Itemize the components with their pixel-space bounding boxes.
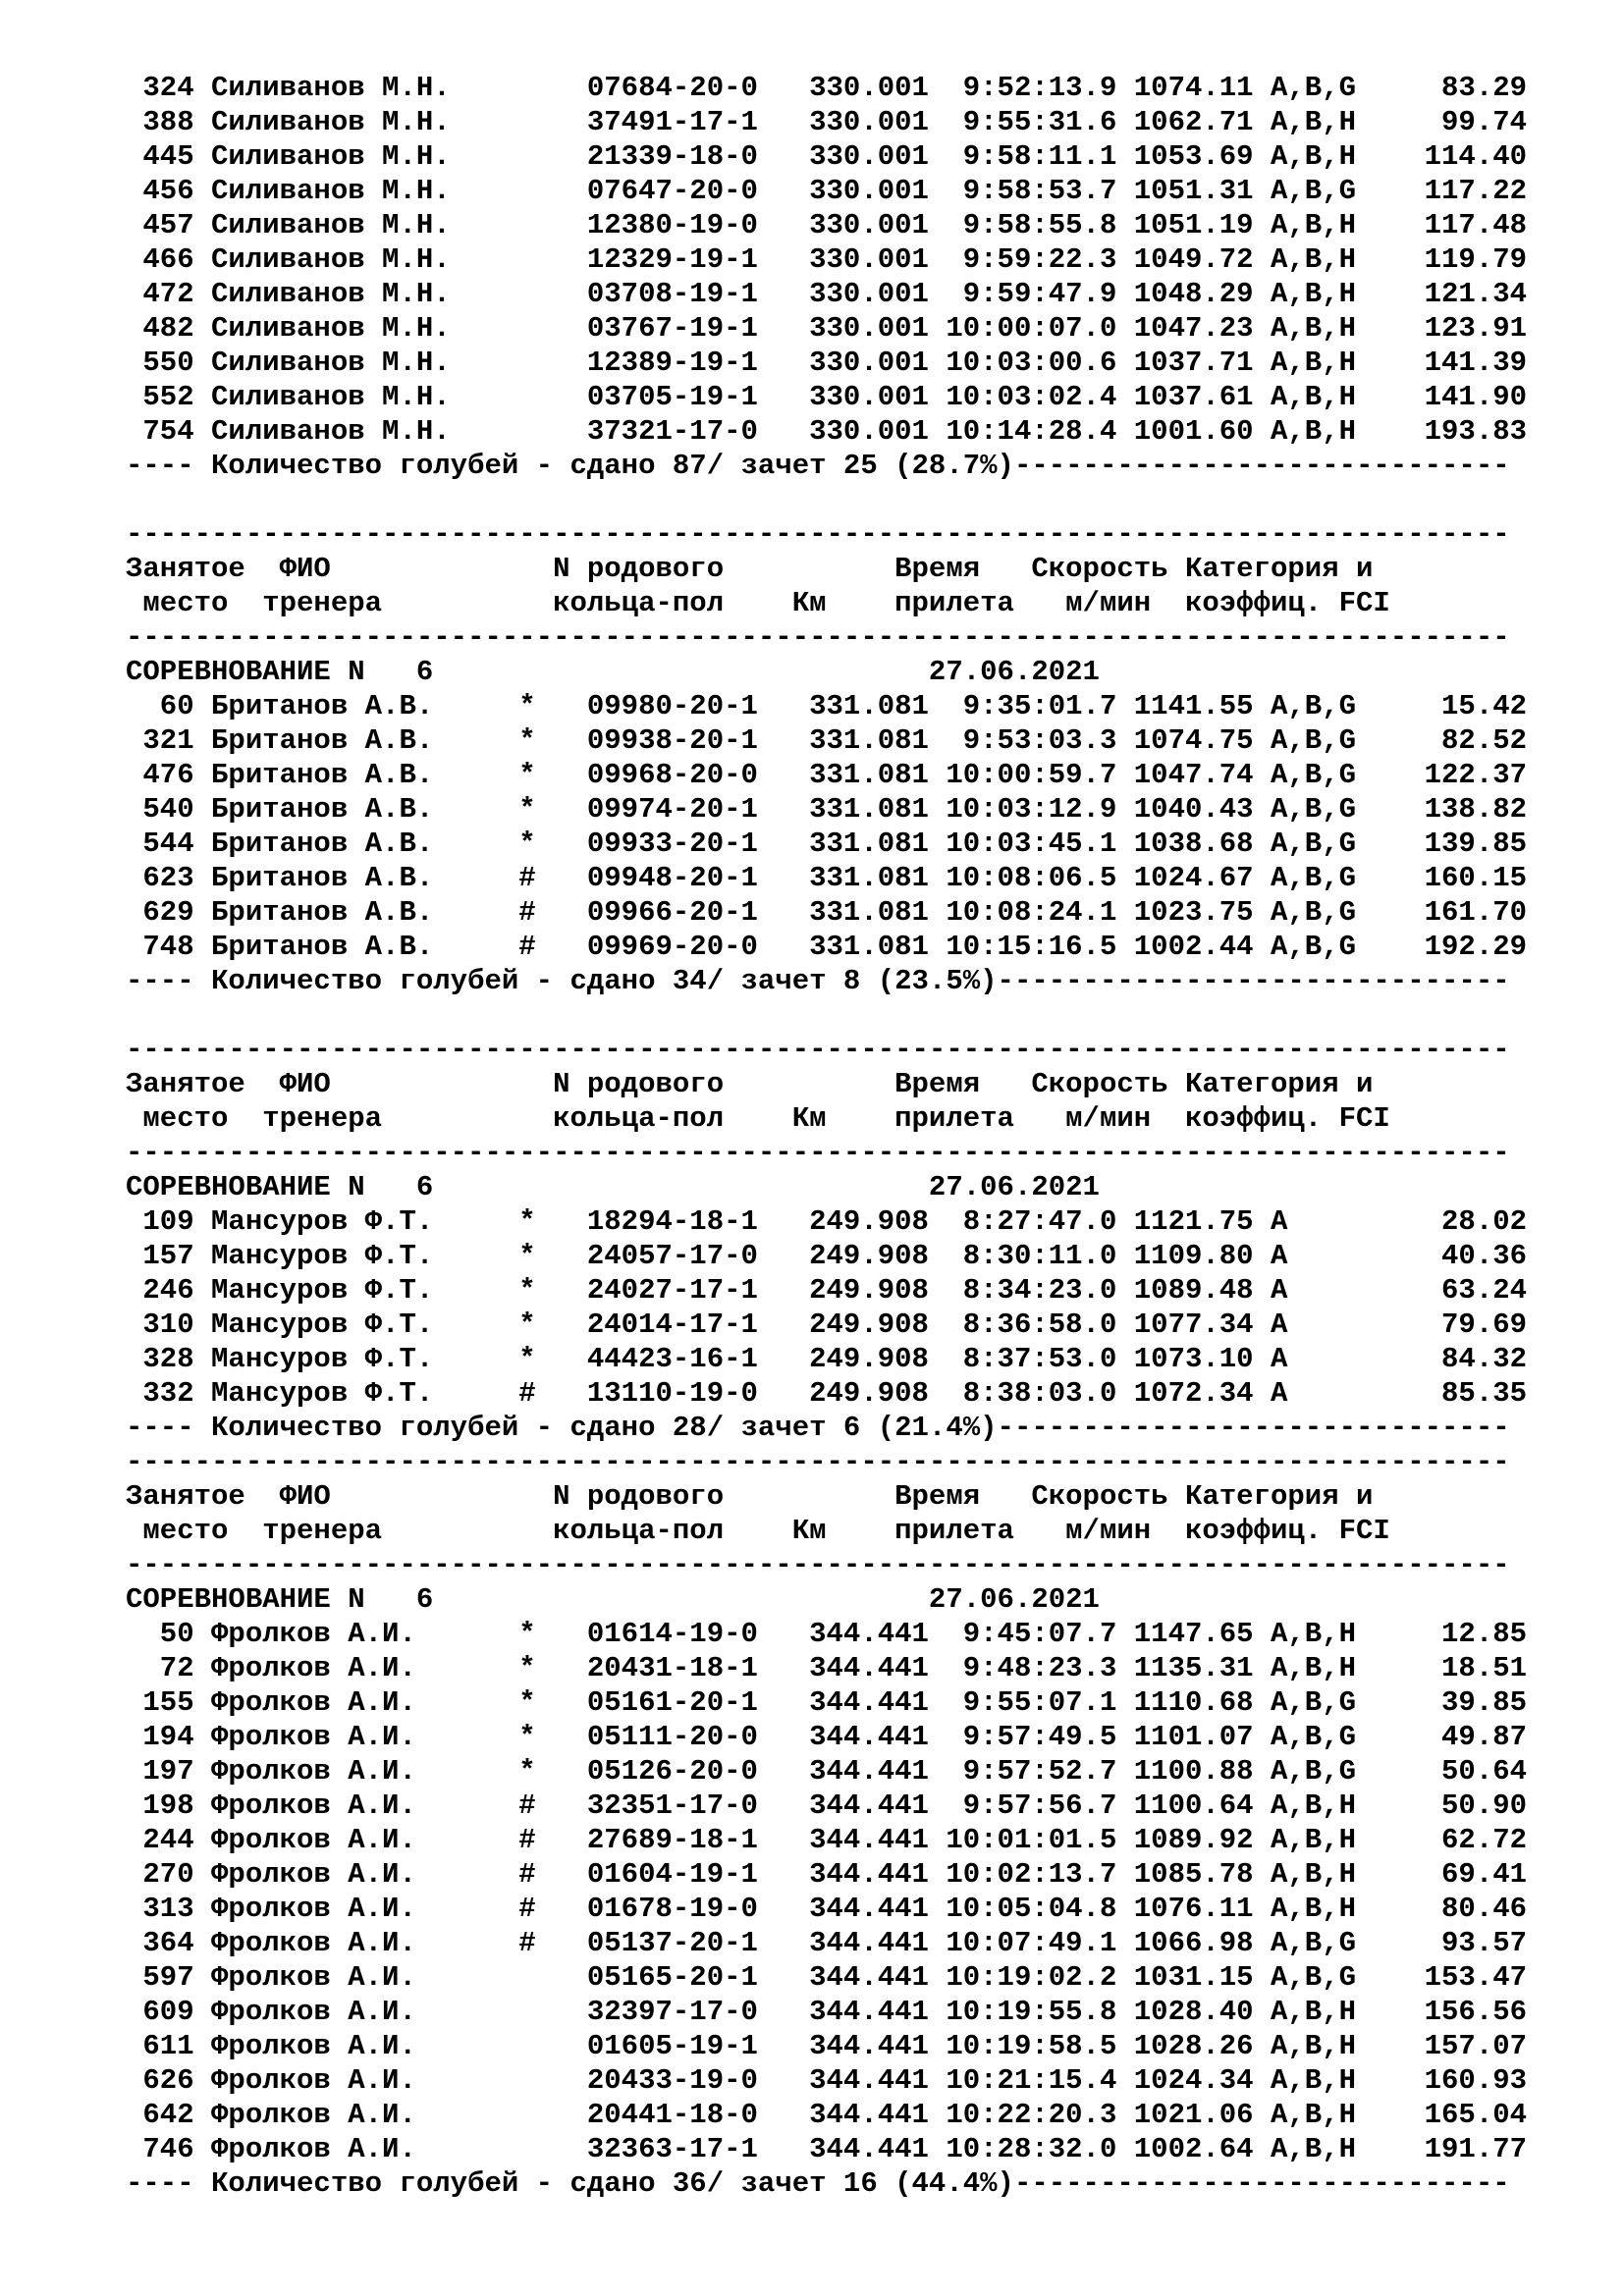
result-row: 332 Мансуров Ф.Т. # 13110-19-0 249.908 8:38:03.0 1072.34 A 85.35 bbox=[126, 1377, 1528, 1410]
result-row: 626 Фролков А.И. 20433-19-0 344.441 10:21:15.4 1024.34 A,B,H 160.93 bbox=[126, 2064, 1528, 2097]
competition-header: СОРЕВНОВАНИЕ N 6 27.06.2021 bbox=[126, 1583, 1100, 1616]
divider-line: --------------------------------------------------------------------------------- bbox=[126, 1034, 1510, 1066]
summary-line: ---- Количество голубей - сдано 34/ зачет 8 (23.5%)------------------------------ bbox=[126, 965, 1510, 997]
result-row: 246 Мансуров Ф.Т. * 24027-17-1 249.908 8:34:23.0 1089.48 A 63.24 bbox=[126, 1274, 1528, 1307]
divider-line: --------------------------------------------------------------------------------- bbox=[126, 1137, 1510, 1169]
result-row: 310 Мансуров Ф.Т. * 24014-17-1 249.908 8:36:58.0 1077.34 A 79.69 bbox=[126, 1308, 1528, 1341]
result-row: 155 Фролков А.И. * 05161-20-1 344.441 9:55:07.1 1110.68 A,B,G 39.85 bbox=[126, 1686, 1528, 1719]
column-header: место тренера кольца-пол Км прилета м/мин коэффиц. FCI bbox=[126, 1515, 1390, 1547]
result-row: 388 Силиванов М.Н. 37491-17-1 330.001 9:55:31.6 1062.71 A,B,H 99.74 bbox=[126, 106, 1528, 138]
result-row: 456 Силиванов М.Н. 07647-20-0 330.001 9:58:53.7 1051.31 A,B,G 117.22 bbox=[126, 175, 1528, 207]
competition-header: СОРЕВНОВАНИЕ N 6 27.06.2021 bbox=[126, 1171, 1100, 1203]
competition-header: СОРЕВНОВАНИЕ N 6 27.06.2021 bbox=[126, 656, 1100, 688]
result-row: 270 Фролков А.И. # 01604-19-1 344.441 10:02:13.7 1085.78 A,B,H 69.41 bbox=[126, 1858, 1528, 1891]
column-header: место тренера кольца-пол Км прилета м/мин коэффиц. FCI bbox=[126, 587, 1390, 619]
result-row: 609 Фролков А.И. 32397-17-0 344.441 10:19:55.8 1028.40 A,B,H 156.56 bbox=[126, 1996, 1528, 2028]
result-row: 754 Силиванов М.Н. 37321-17-0 330.001 10:14:28.4 1001.60 A,B,H 193.83 bbox=[126, 415, 1528, 448]
result-row: 629 Британов А.В. # 09966-20-1 331.081 10:08:24.1 1023.75 A,B,G 161.70 bbox=[126, 896, 1528, 929]
result-row: 457 Силиванов М.Н. 12380-19-0 330.001 9:58:55.8 1051.19 A,B,H 117.48 bbox=[126, 209, 1528, 241]
result-row: 313 Фролков А.И. # 01678-19-0 344.441 10:05:04.8 1076.11 A,B,H 80.46 bbox=[126, 1893, 1528, 1925]
result-row: 540 Британов А.В. * 09974-20-1 331.081 10:03:12.9 1040.43 A,B,G 138.82 bbox=[126, 793, 1528, 826]
divider-line: --------------------------------------------------------------------------------- bbox=[126, 518, 1510, 551]
divider-line: --------------------------------------------------------------------------------- bbox=[126, 1549, 1510, 1581]
result-row: 321 Британов А.В. * 09938-20-1 331.081 9:53:03.3 1074.75 A,B,G 82.52 bbox=[126, 724, 1528, 757]
result-row: 476 Британов А.В. * 09968-20-0 331.081 10:00:59.7 1047.74 A,B,G 122.37 bbox=[126, 759, 1528, 791]
result-row: 746 Фролков А.И. 32363-17-1 344.441 10:28:32.0 1002.64 A,B,H 191.77 bbox=[126, 2133, 1528, 2165]
column-header: Занятое ФИО N родового Время Скорость Категория и bbox=[126, 553, 1374, 585]
result-row: 748 Британов А.В. # 09969-20-0 331.081 10:15:16.5 1002.44 A,B,G 192.29 bbox=[126, 931, 1528, 963]
result-row: 197 Фролков А.И. * 05126-20-0 344.441 9:57:52.7 1100.88 A,B,G 50.64 bbox=[126, 1755, 1528, 1788]
result-row: 194 Фролков А.И. * 05111-20-0 344.441 9:57:49.5 1101.07 A,B,G 49.87 bbox=[126, 1721, 1528, 1753]
blank-line bbox=[126, 998, 1598, 1033]
divider-line: --------------------------------------------------------------------------------- bbox=[126, 1446, 1510, 1478]
result-row: 482 Силиванов М.Н. 03767-19-1 330.001 10:00:07.0 1047.23 A,B,H 123.91 bbox=[126, 312, 1528, 345]
result-row: 364 Фролков А.И. # 05137-20-1 344.441 10:07:49.1 1066.98 A,B,G 93.57 bbox=[126, 1927, 1528, 1959]
result-row: 72 Фролков А.И. * 20431-18-1 344.441 9:48:23.3 1135.31 A,B,H 18.51 bbox=[126, 1652, 1528, 1684]
result-row: 50 Фролков А.И. * 01614-19-0 344.441 9:45:07.7 1147.65 A,B,H 12.85 bbox=[126, 1618, 1528, 1650]
result-row: 642 Фролков А.И. 20441-18-0 344.441 10:22:20.3 1021.06 A,B,H 165.04 bbox=[126, 2099, 1528, 2131]
result-row: 157 Мансуров Ф.Т. * 24057-17-0 249.908 8:30:11.0 1109.80 A 40.36 bbox=[126, 1240, 1528, 1272]
result-row: 244 Фролков А.И. # 27689-18-1 344.441 10:01:01.5 1089.92 A,B,H 62.72 bbox=[126, 1824, 1528, 1856]
column-header: место тренера кольца-пол Км прилета м/мин коэффиц. FCI bbox=[126, 1102, 1390, 1135]
summary-line: ---- Количество голубей - сдано 28/ зачет 6 (21.4%)------------------------------ bbox=[126, 1412, 1510, 1444]
result-row: 597 Фролков А.И. 05165-20-1 344.441 10:19:02.2 1031.15 A,B,G 153.47 bbox=[126, 1961, 1528, 1994]
results-document bbox=[126, 71, 1598, 2201]
column-header: Занятое ФИО N родового Время Скорость Категория и bbox=[126, 1068, 1374, 1100]
result-row: 328 Мансуров Ф.Т. * 44423-16-1 249.908 8:37:53.0 1073.10 A 84.32 bbox=[126, 1343, 1528, 1375]
result-row: 198 Фролков А.И. # 32351-17-0 344.441 9:57:56.7 1100.64 A,B,H 50.90 bbox=[126, 1789, 1528, 1822]
result-row: 550 Силиванов М.Н. 12389-19-1 330.001 10:03:00.6 1037.71 A,B,H 141.39 bbox=[126, 347, 1528, 379]
result-row: 60 Британов А.В. * 09980-20-1 331.081 9:35:01.7 1141.55 A,B,G 15.42 bbox=[126, 690, 1528, 722]
result-row: 445 Силиванов М.Н. 21339-18-0 330.001 9:58:11.1 1053.69 A,B,H 114.40 bbox=[126, 140, 1528, 173]
result-row: 466 Силиванов М.Н. 12329-19-1 330.001 9:59:22.3 1049.72 A,B,H 119.79 bbox=[126, 243, 1528, 276]
column-header: Занятое ФИО N родового Время Скорость Категория и bbox=[126, 1480, 1374, 1513]
result-row: 324 Силиванов М.Н. 07684-20-0 330.001 9:52:13.9 1074.11 A,B,G 83.29 bbox=[126, 72, 1528, 104]
result-row: 109 Мансуров Ф.Т. * 18294-18-1 249.908 8:27:47.0 1121.75 A 28.02 bbox=[126, 1205, 1528, 1238]
summary-line: ---- Количество голубей - сдано 36/ зачет 16 (44.4%)----------------------------- bbox=[126, 2167, 1510, 2200]
result-row: 552 Силиванов М.Н. 03705-19-1 330.001 10:03:02.4 1037.61 A,B,H 141.90 bbox=[126, 381, 1528, 413]
divider-line: --------------------------------------------------------------------------------- bbox=[126, 621, 1510, 654]
result-row: 623 Британов А.В. # 09948-20-1 331.081 10:08:06.5 1024.67 A,B,G 160.15 bbox=[126, 862, 1528, 894]
result-row: 544 Британов А.В. * 09933-20-1 331.081 10:03:45.1 1038.68 A,B,G 139.85 bbox=[126, 828, 1528, 860]
result-row: 472 Силиванов М.Н. 03708-19-1 330.001 9:59:47.9 1048.29 A,B,H 121.34 bbox=[126, 278, 1528, 310]
result-row: 611 Фролков А.И. 01605-19-1 344.441 10:19:58.5 1028.26 A,B,H 157.07 bbox=[126, 2030, 1528, 2062]
blank-line bbox=[126, 483, 1598, 517]
summary-line: ---- Количество голубей - сдано 87/ зачет 25 (28.7%)----------------------------- bbox=[126, 450, 1510, 482]
